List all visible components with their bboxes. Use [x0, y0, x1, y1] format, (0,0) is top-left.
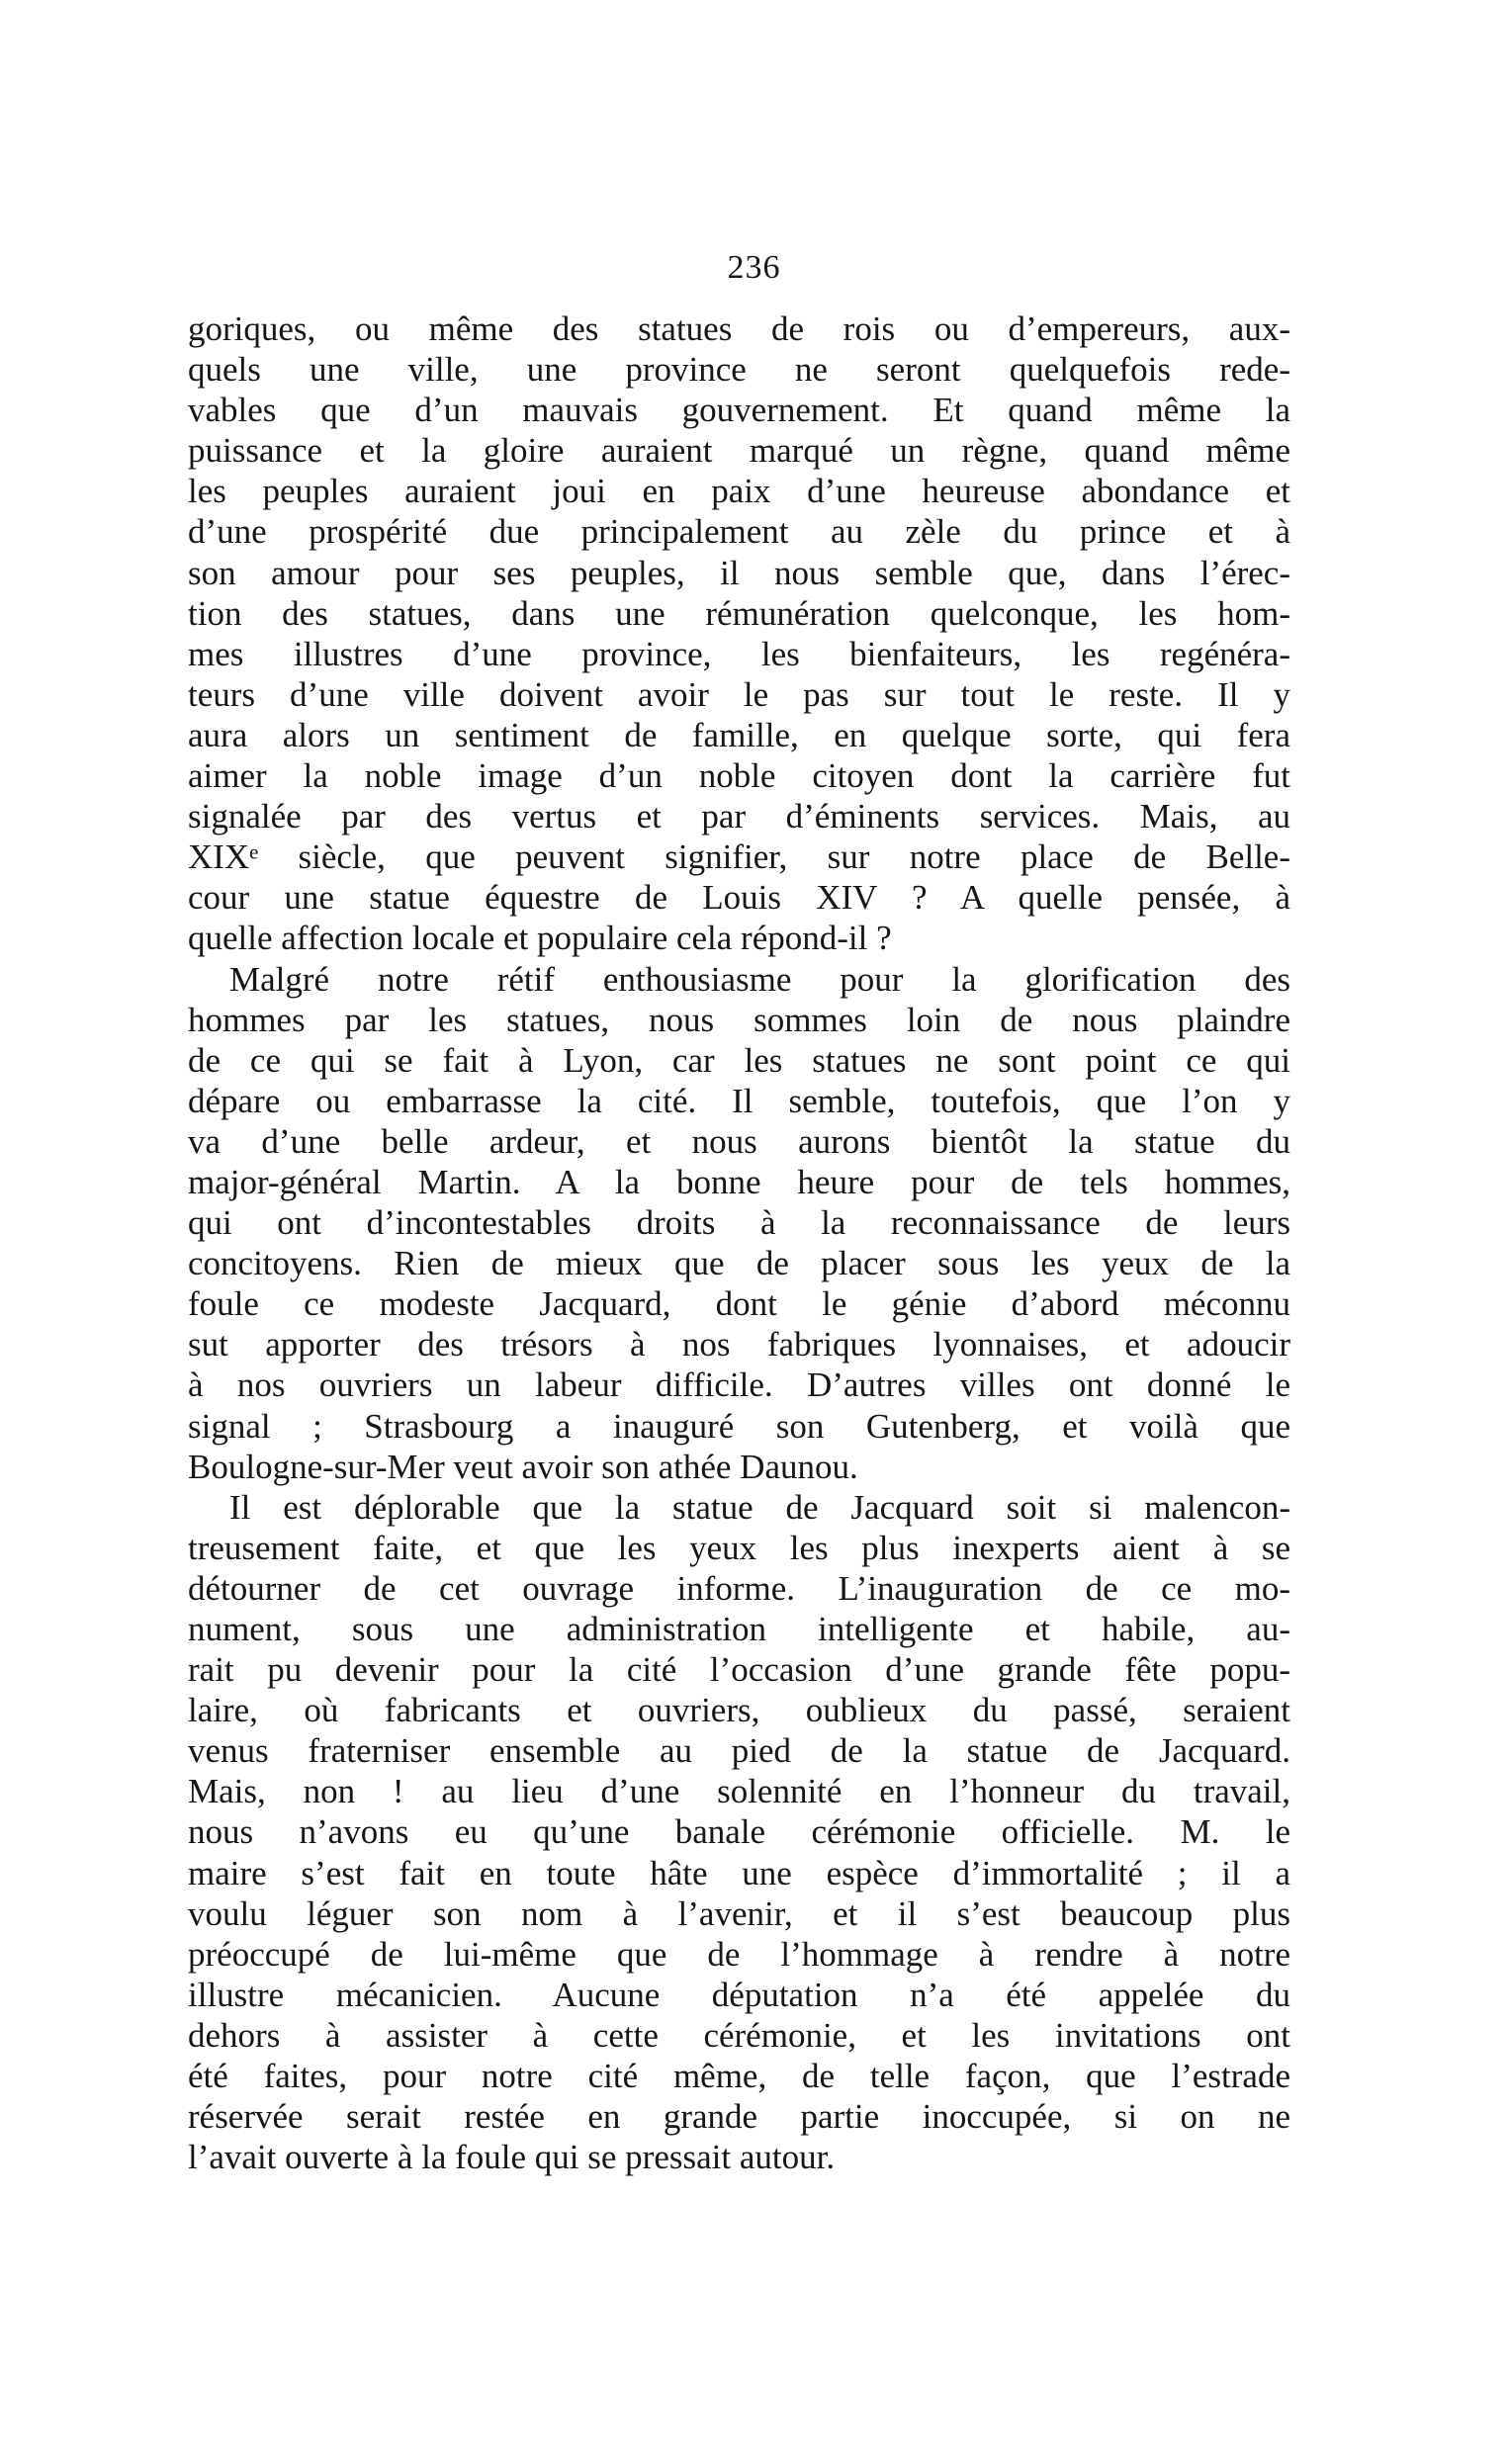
text-line: Boulogne-sur-Mer veut avoir son athée Daunou.	[188, 1447, 858, 1486]
text-line: puissance et la gloire auraient marqué un règne, quand même	[188, 431, 1290, 471]
text-line: laire, où fabricants et ouvriers, oublieux du passé, seraient	[188, 1691, 1290, 1730]
text-line: aura alors un sentiment de famille, en quelque sorte, qui fera	[188, 715, 1290, 754]
page-number: 236	[727, 249, 781, 286]
text-line: détourner de cet ouvrage informe. L’inauguration de ce mo-	[188, 1568, 1290, 1608]
text-line: été faites, pour notre cité même, de telle façon, que l’estrade	[188, 2057, 1290, 2096]
text-line: teurs d’une ville doivent avoir le pas sur tout le reste. Il y	[188, 674, 1290, 714]
text-line: à nos ouvriers un labeur difficile. D’autres villes ont donné le	[188, 1365, 1290, 1405]
text-line: son amour pour ses peuples, il nous semble que, dans l’érec-	[188, 553, 1290, 592]
text-line: d’une prospérité due principalement au zèle du prince et à	[188, 512, 1290, 552]
text-line: voulu léguer son nom à l’avenir, et il s’est beaucoup plus	[188, 1893, 1290, 1933]
body-text	[188, 308, 1290, 2177]
text-line: concitoyens. Rien de mieux que de placer sous les yeux de la	[188, 1244, 1290, 1283]
text-line: maire s’est fait en toute hâte une espèce d’immortalité ; il a	[188, 1853, 1290, 1892]
text-line: quelle affection locale et populaire cela répond-il ?	[188, 919, 892, 958]
text-line: nous n’avons eu qu’une banale cérémonie officielle. M. le	[188, 1812, 1290, 1852]
text-line: dehors à assister à cette cérémonie, et les invitations ont	[188, 2015, 1290, 2055]
text-line: qui ont d’incontestables droits à la reconnaissance de leurs	[188, 1203, 1290, 1243]
text-line: dépare ou embarrasse la cité. Il semble, toutefois, que l’on y	[188, 1081, 1290, 1120]
text-line: réservée serait restée en grande partie inoccupée, si on ne	[188, 2097, 1290, 2137]
text-line: venus fraterniser ensemble au pied de la statue de Jacquard.	[188, 1731, 1290, 1771]
text-line: illustre mécanicien. Aucune députation n’a été appelée du	[188, 1975, 1290, 2014]
text-line: XIXᵉ siècle, que peuvent signifier, sur notre place de Belle-	[188, 837, 1290, 877]
text-line: major-général Martin. A la bonne heure pour de tels hommes,	[188, 1162, 1290, 1201]
text-line: signal ; Strasbourg a inauguré son Gutenberg, et voilà que	[188, 1406, 1290, 1446]
text-line: les peuples auraient joui en paix d’une heureuse abondance et	[188, 472, 1290, 511]
text-line: Malgré notre rétif enthousiasme pour la glorification des	[229, 959, 1290, 999]
text-line: aimer la noble image d’un noble citoyen dont la carrière fut	[188, 756, 1290, 796]
text-line: l’avait ouverte à la foule qui se pressait autour.	[188, 2138, 836, 2177]
text-line: signalée par des vertus et par d’éminents services. Mais, au	[188, 797, 1290, 836]
text-line: tion des statues, dans une rémunération quelconque, les hom-	[188, 593, 1290, 633]
text-line: Mais, non ! au lieu d’une solennité en l’honneur du travail,	[188, 1772, 1290, 1811]
text-line: sut apporter des trésors à nos fabriques lyonnaises, et adoucir	[188, 1325, 1290, 1364]
text-line: préoccupé de lui-même que de l’hommage à rendre à notre	[188, 1934, 1290, 1974]
text-line: treusement faite, et que les yeux les plus inexperts aient à se	[188, 1528, 1290, 1567]
text-line: Il est déplorable que la statue de Jacquard soit si malencon-	[229, 1487, 1290, 1527]
text-line: va d’une belle ardeur, et nous aurons bientôt la statue du	[188, 1121, 1290, 1161]
text-line: goriques, ou même des statues de rois ou d’empereurs, aux-	[188, 309, 1290, 348]
text-line: cour une statue équestre de Louis XIV ? A quelle pensée, à	[188, 878, 1290, 918]
text-line: nument, sous une administration intelligente et habile, au-	[188, 1610, 1290, 1648]
text-line: hommes par les statues, nous sommes loin de nous plaindre	[188, 1000, 1290, 1039]
text-line: rait pu devenir pour la cité l’occasion d’une grande fête popu-	[188, 1650, 1290, 1690]
text-line: quels une ville, une province ne seront quelquefois rede-	[188, 350, 1290, 390]
text-line: foule ce modeste Jacquard, dont le génie d’abord méconnu	[188, 1284, 1290, 1324]
text-line: de ce qui se fait à Lyon, car les statues ne sont point ce qui	[188, 1040, 1290, 1080]
text-line: mes illustres d’une province, les bienfaiteurs, les regénéra-	[188, 634, 1290, 673]
text-line: vables que d’un mauvais gouvernement. Et quand même la	[188, 391, 1290, 430]
